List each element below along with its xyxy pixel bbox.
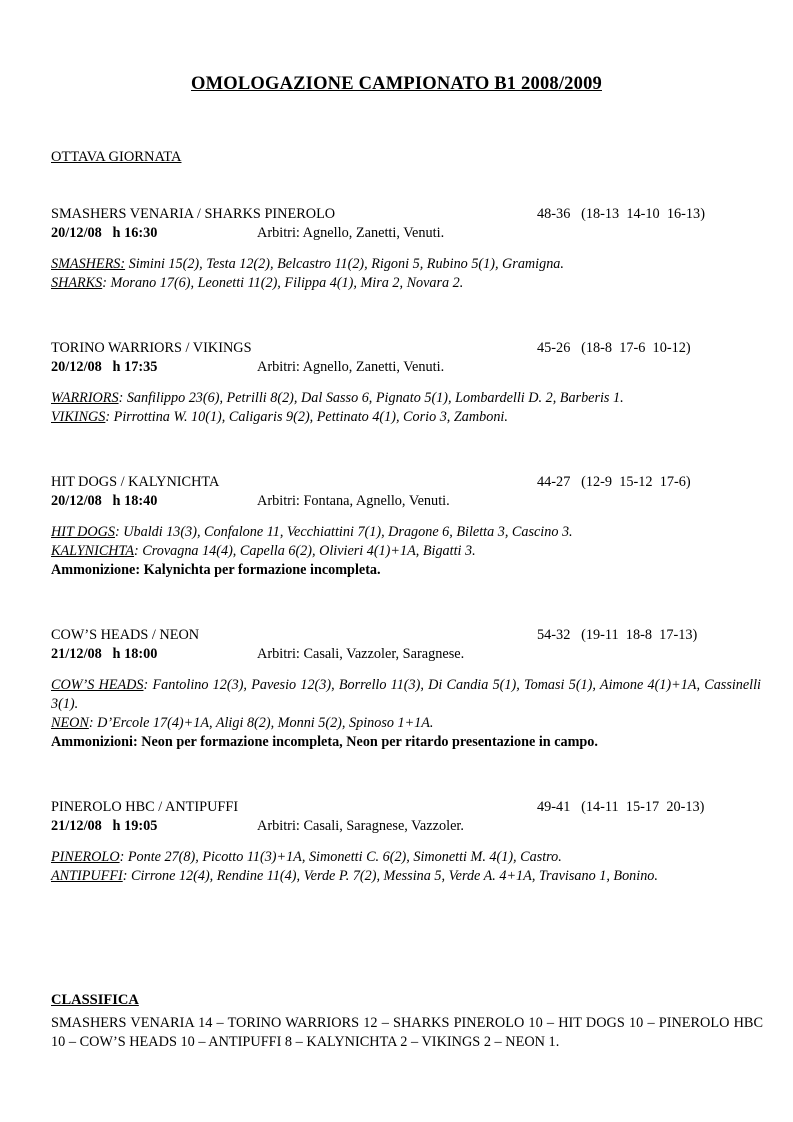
match-note: Ammonizioni: Neon per formazione incompleta, Neon per ritardo presentazione in campo. (51, 734, 598, 750)
match-referees: Arbitri: Casali, Saragnese, Vazzoler. (257, 818, 464, 834)
match-teams: TORINO WARRIORS / VIKINGS (51, 340, 252, 356)
team1-scorers: : Fantolino 12(3), Pavesio 12(3), Borrello 11(3), Di Candia 5(1), Tomasi 5(1), Aimone 4(1)+1A, Cassinelli 3(1). (51, 677, 761, 712)
team2-scorers: : Cirrone 12(4), Rendine 11(4), Verde P. 7(2), Messina 5, Verde A. 4+1A, Travisano 1, Bonino. (122, 868, 658, 884)
team2-scorers: : Morano 17(6), Leonetti 11(2), Filippa 4(1), Mira 2, Novara 2. (102, 275, 464, 291)
match-note: Ammonizione: Kalynichta per formazione incompleta. (51, 562, 381, 578)
team1-scorers: : Sanfilippo 23(6), Petrilli 8(2), Dal Sasso 6, Pignato 5(1), Lombardelli D. 2, Barberis 1. (118, 390, 624, 406)
team1-scorers: Simini 15(2), Testa 12(2), Belcastro 11(2), Rigoni 5, Rubino 5(1), Gramigna. (125, 256, 564, 272)
standings-text: SMASHERS VENARIA 14 – TORINO WARRIORS 12 – SHARKS PINEROLO 10 – HIT DOGS 10 – PINEROLO HBC 10 – COW’S HEADS 10 – ANTIPUFFI 8 – KALYNICHTA 2 – VIKINGS 2 – NEON 1. (51, 1015, 763, 1050)
match-scorers (51, 848, 761, 886)
match-datetime: 20/12/08 h 16:30 (51, 225, 158, 241)
match-scorers (51, 676, 761, 752)
match-referees: Arbitri: Agnello, Zanetti, Venuti. (257, 359, 445, 375)
team2-label: SHARKS (51, 275, 103, 291)
match-block (51, 205, 761, 293)
team1-scorers: : Ubaldi 13(3), Confalone 11, Vecchiattini 7(1), Dragone 6, Biletta 3, Cascino 3. (114, 524, 573, 540)
match-datetime: 20/12/08 h 18:40 (51, 493, 158, 509)
team2-scorers: : D’Ercole 17(4)+1A, Aligi 8(2), Monni 5(2), Spinoso 1+1A. (88, 715, 434, 731)
match-datetime: 21/12/08 h 19:05 (51, 818, 158, 834)
standings-heading: CLASSIFICA (51, 992, 139, 1008)
match-score: 48-36 (18-13 14-10 16-13) (537, 206, 705, 222)
team1-label: HIT DOGS (51, 524, 115, 540)
match-referees: Arbitri: Agnello, Zanetti, Venuti. (257, 225, 445, 241)
team1-label: WARRIORS (51, 390, 119, 406)
team2-label: ANTIPUFFI (51, 868, 123, 884)
team1-label: SMASHERS: (51, 256, 126, 272)
match-referees: Arbitri: Casali, Vazzoler, Saragnese. (257, 646, 465, 662)
match-teams: COW’S HEADS / NEON (51, 627, 200, 643)
match-block (51, 473, 761, 580)
match-block (51, 626, 761, 752)
match-score: 44-27 (12-9 15-12 17-6) (537, 474, 691, 490)
match-scorers (51, 523, 761, 580)
team1-label: PINEROLO (51, 849, 120, 865)
team1-label: COW’S HEADS (51, 677, 144, 693)
match-teams: SMASHERS VENARIA / SHARKS PINEROLO (51, 206, 336, 222)
match-datetime: 20/12/08 h 17:35 (51, 359, 158, 375)
match-datetime: 21/12/08 h 18:00 (51, 646, 158, 662)
team2-label: KALYNICHTA (51, 543, 135, 559)
match-score: 49-41 (14-11 15-17 20-13) (537, 799, 705, 815)
match-scorers (51, 389, 761, 427)
match-block (51, 798, 761, 886)
team2-label: NEON (51, 715, 89, 731)
team2-label: VIKINGS (51, 409, 106, 425)
team2-scorers: : Pirrottina W. 10(1), Caligaris 9(2), Pettinato 4(1), Corio 3, Zamboni. (105, 409, 508, 425)
round-heading: OTTAVA GIORNATA (51, 149, 182, 165)
team1-scorers: : Ponte 27(8), Picotto 11(3)+1A, Simonetti C. 6(2), Simonetti M. 4(1), Castro. (119, 849, 562, 865)
match-referees: Arbitri: Fontana, Agnello, Venuti. (257, 493, 450, 509)
match-score: 45-26 (18-8 17-6 10-12) (537, 340, 691, 356)
match-score: 54-32 (19-11 18-8 17-13) (537, 627, 698, 643)
match-scorers (51, 255, 761, 293)
match-teams: HIT DOGS / KALYNICHTA (51, 474, 220, 490)
match-block (51, 339, 761, 427)
page-title: OMOLOGAZIONE CAMPIONATO B1 2008/2009 (191, 74, 602, 94)
team2-scorers: : Crovagna 14(4), Capella 6(2), Olivieri 4(1)+1A, Bigatti 3. (134, 543, 476, 559)
match-teams: PINEROLO HBC / ANTIPUFFI (51, 799, 239, 815)
